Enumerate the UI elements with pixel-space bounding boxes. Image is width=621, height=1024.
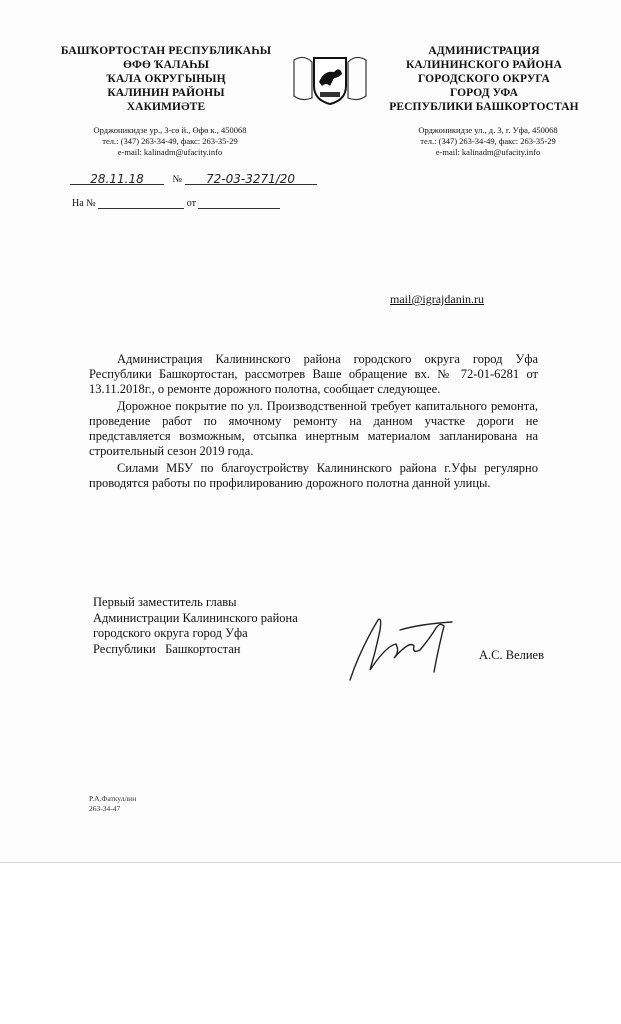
executor-info: [89, 794, 136, 814]
address-line: e-mail: kalinadm@ufacity.info: [435, 147, 541, 157]
registration-number: 72-03-3271/20: [185, 172, 317, 185]
address-line: тел.: (347) 263-34-49, факс: 263-35-29: [420, 136, 556, 146]
recipient-email: mail@igrajdanin.ru: [390, 292, 485, 306]
address-bashkir: [80, 125, 260, 158]
signatory-line: Первый заместитель главы: [93, 595, 237, 609]
address-line: Орджоникидзе ул., д. 3, г. Уфа, 450068: [418, 125, 558, 135]
executor-phone: 263-34-47: [89, 804, 121, 813]
header-russian-line: ГОРОДСКОГО ОКРУГА: [418, 73, 550, 85]
letter-body: [89, 352, 538, 493]
signatory-title: [93, 595, 298, 657]
coat-of-arms-icon: [290, 52, 370, 108]
address-line: тел.: (347) 263-34-49, факс: 263-35-29: [102, 136, 238, 146]
header-bashkir-line: БАШҠОРТОСТАН РЕСПУБЛИКАҺЫ: [60, 45, 272, 57]
header-bashkir-line: ХАКИМИӘТЕ: [126, 101, 206, 113]
header-russian-line: РЕСПУБЛИКИ БАШКОРТОСТАН: [389, 101, 579, 113]
header-russian-line: АДМИНИСТРАЦИЯ: [428, 45, 540, 57]
body-paragraph: Администрация Калининского района городского округа город Уфа Республики Башкортостан, рассмотрев Ваше обращение вх. № 72-01-6281 от 13.11.2018г., о ремонте дорожного полотна, сообщает следующее.: [89, 352, 538, 396]
reference-line: [72, 196, 280, 209]
signatory-line: Республики Башкортостан: [93, 641, 241, 656]
header-russian-line: ГОРОД УФА: [449, 87, 519, 99]
registration-line: [70, 172, 317, 185]
reference-from-label: от: [186, 198, 196, 209]
registration-number-label: №: [172, 174, 183, 185]
header-bashkir-line: ҠАЛА ОКРУГЫНЫҢ: [106, 73, 226, 85]
reference-label: На №: [72, 198, 96, 209]
reference-number-blank: [98, 196, 184, 209]
header-bashkir: [46, 44, 286, 114]
header-bashkir-line: ӨФӨ ҠАЛАҺЫ: [122, 59, 210, 71]
address-line: e-mail: kalinadm@ufacity.info: [117, 147, 223, 157]
registration-date: 28.11.18: [70, 172, 164, 185]
address-russian: [398, 125, 578, 158]
address-line: Орджоникидзе ур., 3-сө й., Өфө к., 450068: [93, 125, 247, 135]
executor-name: Р.А.Фаткуллин: [89, 794, 137, 803]
header-russian: [362, 44, 606, 114]
signatory-name: А.С. Велиев: [479, 648, 545, 662]
signatory-line: городского округа город Уфа: [93, 626, 248, 640]
header-russian-line: КАЛИНИНСКОГО РАЙОНА: [405, 59, 563, 71]
header-bashkir-line: КАЛИНИН РАЙОНЫ: [107, 87, 225, 99]
body-paragraph: Дорожное покрытие по ул. Производственной требует капитального ремонта, проведение работ по ямочному ремонту на данном участке дороги не представляется возможным, отсыпка инертным материалом запланирована на строительный сезон 2019 года.: [89, 399, 538, 458]
handwritten-signature: [340, 610, 470, 690]
body-paragraph: Силами МБУ по благоустройству Калининского района г.Уфы регулярно проводятся работы по профилированию дорожного полотна данной улицы.: [89, 461, 538, 490]
signatory-line: Администрации Калининского района: [93, 610, 298, 625]
reference-date-blank: [198, 196, 280, 209]
